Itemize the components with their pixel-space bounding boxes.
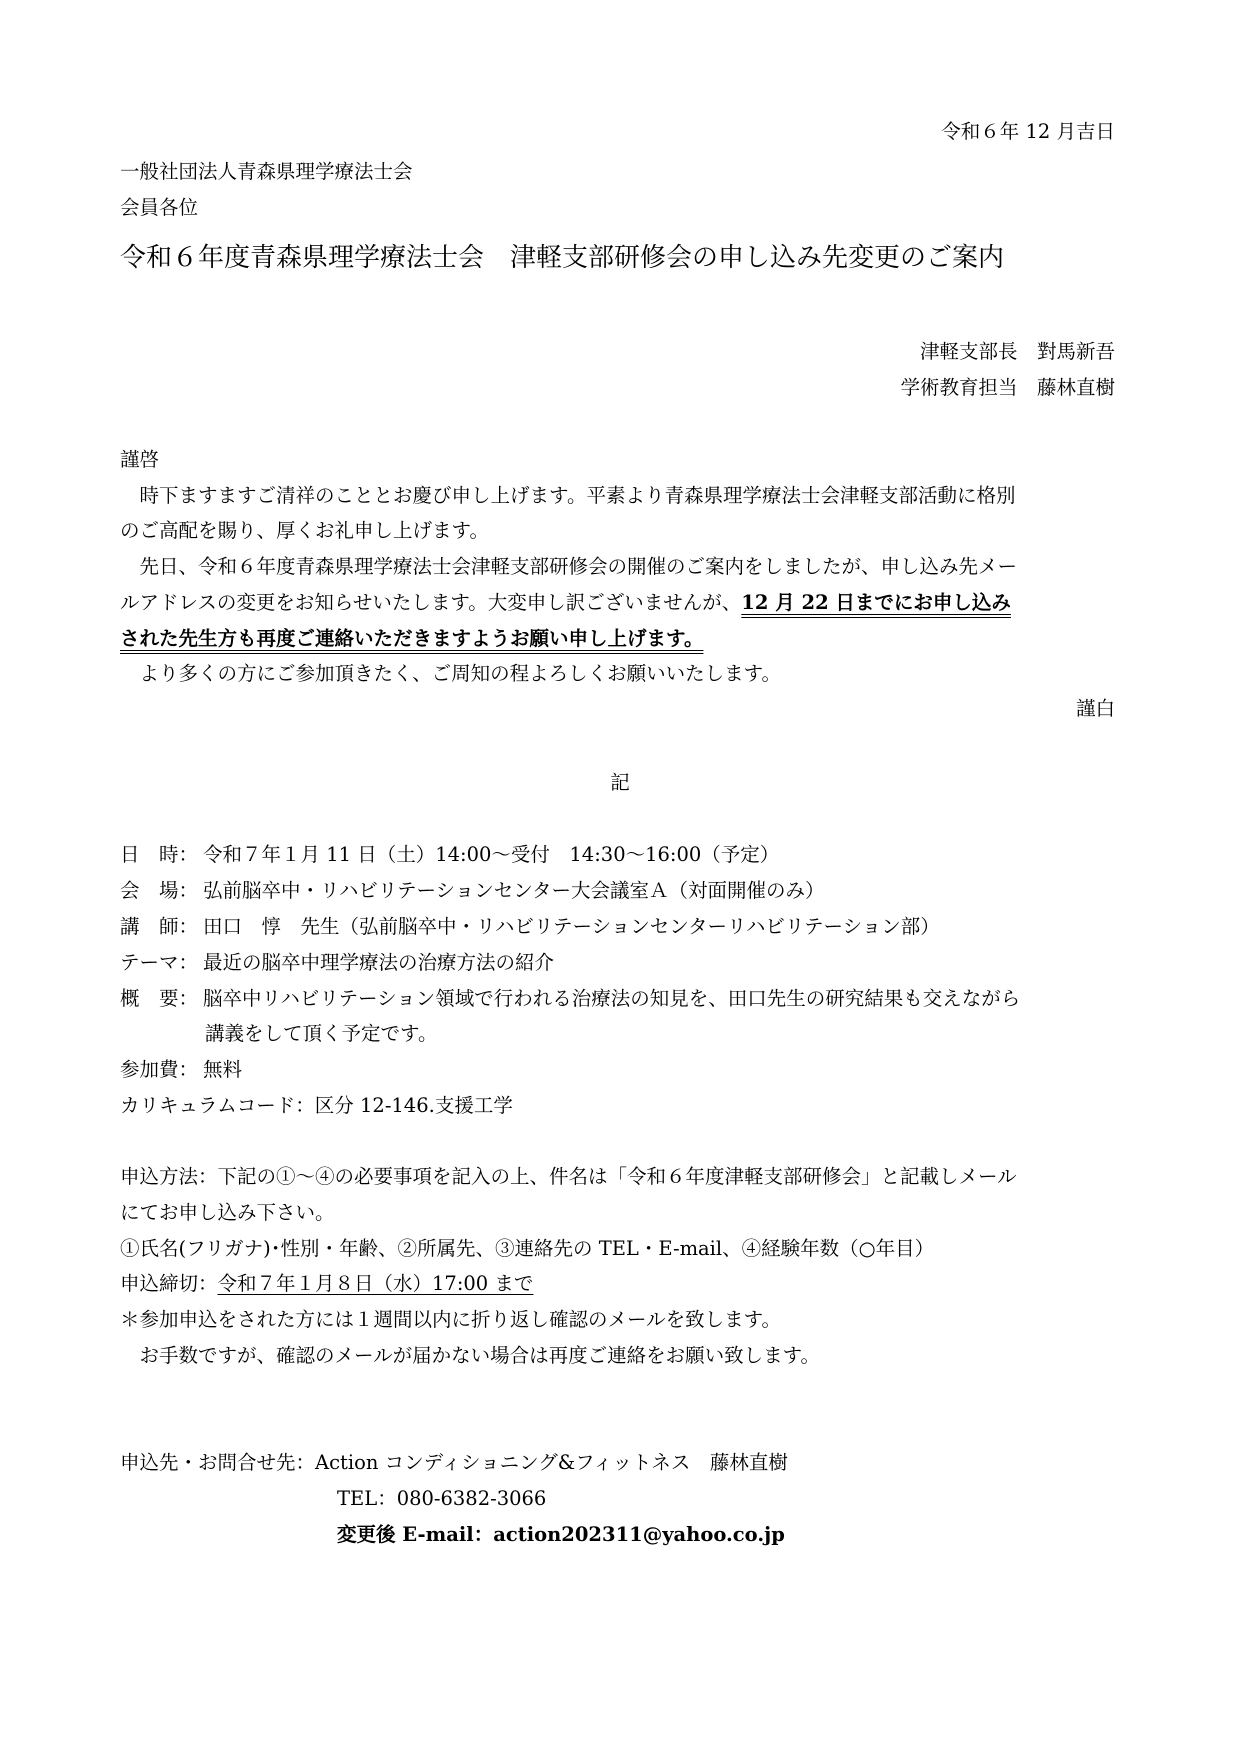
application-deadline [120,1272,533,1295]
ki-heading: 記 [610,771,630,794]
lecturer-label: 講 師： [120,915,199,938]
body-p2-line2-text: ルアドレスの変更をお知らせいたします。大変申し訳ございませんが、 [120,591,742,614]
contact-tel: TEL：080-6382-3066 [337,1487,547,1510]
detail-datetime [120,843,779,866]
contact-email: 変更後 E-mail：action202311@yahoo.co.jp [337,1523,785,1546]
contact-label: 申込先・お問合せ先： [120,1451,316,1474]
venue-value: 弘前脳卒中・リハビリテーションセンター大会議室Ａ（対面開催のみ） [203,879,825,902]
body-p2-line3: された先生方も再度ご連絡いただきますようお願い申し上げます。 [120,627,704,650]
application-note2: お手数ですが、確認のメールが届かない場合は再度ご連絡をお願い致します。 [120,1344,821,1367]
contact-name: Action コンディショニング&フィットネス 藤林直樹 [315,1451,788,1474]
summary-label: 概 要： [120,987,199,1010]
detail-lecturer [120,915,940,938]
sender-education: 学術教育担当 藤林直樹 [900,376,1115,399]
summary-line1: 脳卒中リハビリテーション領域で行われる治療法の知見を、田口先生の研究結果も交えながら [203,987,1021,1010]
sender-branch-head: 津軽支部長 對馬新吾 [919,340,1115,363]
body-p1-line2: のご高配を賜り、厚くお礼申し上げます。 [120,519,489,542]
theme-value: 最近の脳卒中理学療法の治療方法の紹介 [203,951,555,974]
detail-theme [120,951,554,974]
contact-line [120,1451,788,1474]
fee-label: 参加費： [120,1058,199,1081]
recipient-org: 一般社団法人青森県理学療法士会 [120,160,413,183]
document-title: 令和６年度青森県理学療法士会 津軽支部研修会の申し込み先変更のご案内 [120,243,1005,273]
application-items: ①氏名(フリガナ)･性別・年齢、②所属先、③連絡先の TEL・E-mail、④経験年数（○年目） [120,1237,935,1260]
deadline-value: 令和７年１月８日（水）17:00 まで [217,1272,534,1295]
application-note1: ＊参加申込をされた方には１週間以内に折り返し確認のメールを致します。 [120,1308,782,1331]
detail-venue [120,879,824,902]
deadline-label: 申込締切： [120,1272,218,1295]
greeting: 謹啓 [120,448,160,471]
datetime-value: 令和７年１月 11 日（土）14:00～受付 14:30～16:00（予定） [203,843,780,866]
summary-line2: 講義をして頂く予定です。 [205,1022,438,1045]
lecturer-value: 田口 惇 先生（弘前脳卒中・リハビリテーションセンターリハビリテーション部） [203,915,940,938]
body-p2-line1: 先日、令和６年度青森県理学療法士会津軽支部研修会の開催のご案内をしましたが、申し込み先メー [120,555,1018,578]
detail-curriculum: カリキュラムコード：区分 12‐146.支援工学 [120,1094,513,1117]
application-method-line1: 申込方法：下記の①～④の必要事項を記入の上、件名は「令和６年度津軽支部研修会」と記載しメール [120,1165,1017,1188]
body-p2-line2 [120,591,1011,614]
datetime-label: 日 時： [120,843,199,866]
recipient-members: 会員各位 [120,196,199,219]
theme-label: テーマ： [120,951,199,974]
application-method-line2: にてお申し込み下さい。 [120,1201,335,1224]
detail-summary [120,987,1020,1010]
body-p1-line1: 時下ますますご清祥のこととお慶び申し上げます。平素より青森県理学療法士会津軽支部活動に格別 [120,484,1016,507]
body-p3: より多くの方にご参加頂きたく、ご周知の程よろしくお願いいたします。 [120,662,782,685]
deadline-emphasis: 12 月 22 日までにお申し込み [741,591,1011,614]
fee-value: 無料 [203,1058,243,1081]
issue-date: 令和６年 12 月吉日 [941,120,1115,143]
closing: 謹白 [1075,697,1115,720]
detail-fee [120,1058,242,1081]
venue-label: 会 場： [120,879,199,902]
